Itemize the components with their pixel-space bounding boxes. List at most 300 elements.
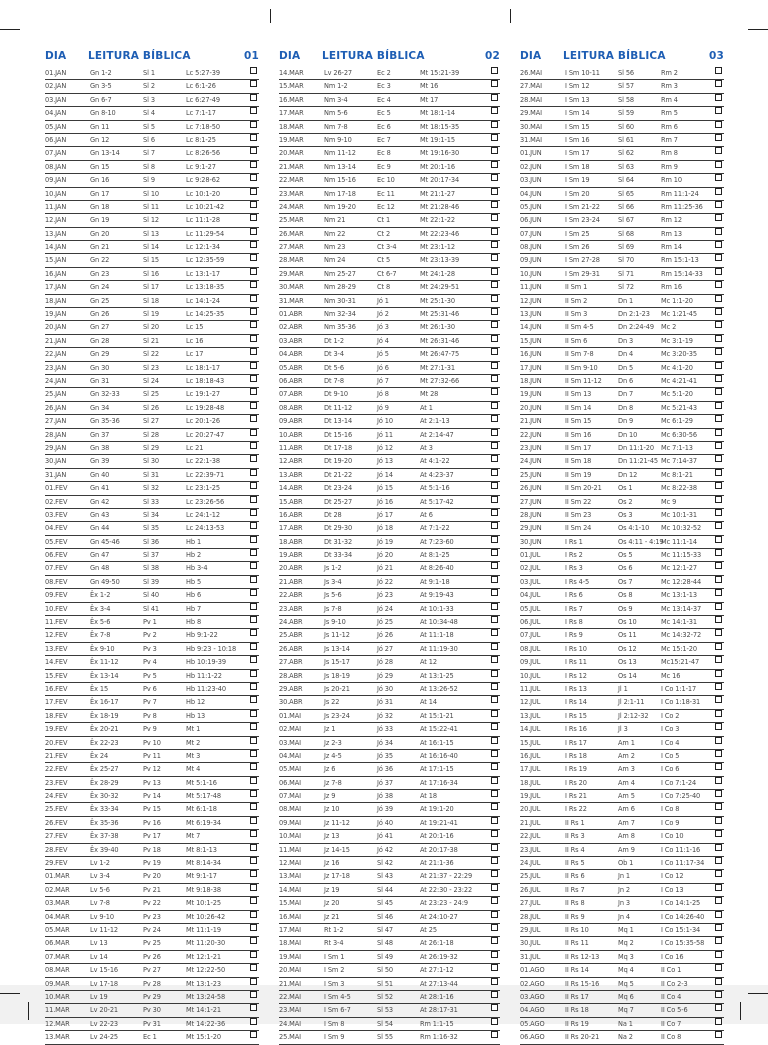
read-checkbox[interactable] xyxy=(250,978,257,985)
reading-row xyxy=(520,509,724,522)
reading-poetry: Pv 3 xyxy=(143,644,157,653)
read-checkbox[interactable] xyxy=(715,643,722,650)
read-checkbox[interactable] xyxy=(715,308,722,315)
read-checkbox[interactable] xyxy=(250,897,257,904)
read-checkbox[interactable] xyxy=(715,763,722,770)
read-checkbox[interactable] xyxy=(250,295,257,302)
read-checkbox[interactable] xyxy=(491,857,498,864)
read-checkbox[interactable] xyxy=(491,522,498,529)
reading-date: 27.ABR xyxy=(279,658,303,667)
read-checkbox[interactable] xyxy=(715,857,722,864)
read-checkbox[interactable] xyxy=(491,576,498,583)
read-checkbox[interactable] xyxy=(491,803,498,810)
read-checkbox[interactable] xyxy=(250,616,257,623)
read-checkbox[interactable] xyxy=(491,496,498,503)
reading-poetry: Os 9 xyxy=(618,604,633,613)
read-checkbox[interactable] xyxy=(491,442,498,449)
read-checkbox[interactable] xyxy=(250,214,257,221)
read-checkbox[interactable] xyxy=(250,362,257,369)
read-checkbox[interactable] xyxy=(250,911,257,918)
read-checkbox[interactable] xyxy=(715,67,722,74)
reading-row xyxy=(279,442,500,455)
read-checkbox[interactable] xyxy=(491,94,498,101)
read-checkbox[interactable] xyxy=(491,870,498,877)
read-checkbox[interactable] xyxy=(250,321,257,328)
read-checkbox[interactable] xyxy=(491,147,498,154)
read-checkbox[interactable] xyxy=(250,522,257,529)
reading-ot: Dt 25-27 xyxy=(324,497,353,506)
reading-nt: I Co 1:1-17 xyxy=(661,684,697,693)
read-checkbox[interactable] xyxy=(250,562,257,569)
reading-ot: II Rs 12-13 xyxy=(565,952,600,961)
reading-nt: Mc 10:32-52 xyxy=(661,524,702,533)
read-checkbox[interactable] xyxy=(715,656,722,663)
read-checkbox[interactable] xyxy=(491,884,498,891)
reading-row xyxy=(279,362,500,375)
reading-date: 18.ABR xyxy=(279,537,303,546)
read-checkbox[interactable] xyxy=(491,549,498,556)
read-checkbox[interactable] xyxy=(491,241,498,248)
read-checkbox[interactable] xyxy=(715,562,722,569)
reading-poetry: Mq 5 xyxy=(618,979,634,988)
reading-ot: I Sm 16 xyxy=(565,135,590,144)
read-checkbox[interactable] xyxy=(715,348,722,355)
read-checkbox[interactable] xyxy=(250,496,257,503)
read-checkbox[interactable] xyxy=(250,790,257,797)
read-checkbox[interactable] xyxy=(715,375,722,382)
read-checkbox[interactable] xyxy=(715,750,722,757)
read-checkbox[interactable] xyxy=(250,241,257,248)
read-checkbox[interactable] xyxy=(715,911,722,918)
read-checkbox[interactable] xyxy=(715,241,722,248)
read-checkbox[interactable] xyxy=(715,951,722,958)
read-checkbox[interactable] xyxy=(715,937,722,944)
read-checkbox[interactable] xyxy=(491,134,498,141)
read-checkbox[interactable] xyxy=(491,388,498,395)
read-checkbox[interactable] xyxy=(715,603,722,610)
read-checkbox[interactable] xyxy=(715,576,722,583)
read-checkbox[interactable] xyxy=(250,589,257,596)
read-checkbox[interactable] xyxy=(250,857,257,864)
reading-ot: II Rs 19 xyxy=(565,1019,589,1028)
read-checkbox[interactable] xyxy=(715,455,722,462)
reading-poetry: Ct 3-4 xyxy=(377,243,397,252)
read-checkbox[interactable] xyxy=(250,549,257,556)
read-checkbox[interactable] xyxy=(715,844,722,851)
read-checkbox[interactable] xyxy=(715,670,722,677)
reading-row xyxy=(45,228,259,241)
read-checkbox[interactable] xyxy=(491,696,498,703)
reading-ot: Jz 13 xyxy=(324,832,340,841)
read-checkbox[interactable] xyxy=(715,281,722,288)
read-checkbox[interactable] xyxy=(715,978,722,985)
read-checkbox[interactable] xyxy=(491,469,498,476)
read-checkbox[interactable] xyxy=(715,870,722,877)
read-checkbox[interactable] xyxy=(250,683,257,690)
read-checkbox[interactable] xyxy=(491,964,498,971)
read-checkbox[interactable] xyxy=(250,67,257,74)
reading-ot: I Sm 17 xyxy=(565,149,590,158)
read-checkbox[interactable] xyxy=(715,629,722,636)
read-checkbox[interactable] xyxy=(491,362,498,369)
reading-poetry: Sl 11 xyxy=(143,202,160,211)
read-checkbox[interactable] xyxy=(250,536,257,543)
read-checkbox[interactable] xyxy=(491,375,498,382)
read-checkbox[interactable] xyxy=(250,1031,257,1038)
read-checkbox[interactable] xyxy=(491,335,498,342)
reading-nt: Mt 10:1-25 xyxy=(186,899,221,908)
read-checkbox[interactable] xyxy=(491,308,498,315)
read-checkbox[interactable] xyxy=(250,870,257,877)
reading-date: 07.MAR xyxy=(45,952,70,961)
reading-ot: II Sm 22 xyxy=(565,497,592,506)
read-checkbox[interactable] xyxy=(250,174,257,181)
read-checkbox[interactable] xyxy=(491,656,498,663)
read-checkbox[interactable] xyxy=(491,80,498,87)
read-checkbox[interactable] xyxy=(491,924,498,931)
reading-date: 26.JUN xyxy=(520,484,542,493)
read-checkbox[interactable] xyxy=(250,509,257,516)
read-checkbox[interactable] xyxy=(491,121,498,128)
read-checkbox[interactable] xyxy=(715,884,722,891)
reading-row xyxy=(520,603,724,616)
reading-nt: I Co 8 xyxy=(661,805,680,814)
read-checkbox[interactable] xyxy=(715,321,722,328)
read-checkbox[interactable] xyxy=(491,415,498,422)
read-checkbox[interactable] xyxy=(250,603,257,610)
read-checkbox[interactable] xyxy=(715,228,722,235)
read-checkbox[interactable] xyxy=(491,295,498,302)
read-checkbox[interactable] xyxy=(715,161,722,168)
reading-poetry: Sl 21 xyxy=(143,336,160,345)
read-checkbox[interactable] xyxy=(715,683,722,690)
read-checkbox[interactable] xyxy=(491,214,498,221)
read-checkbox[interactable] xyxy=(250,817,257,824)
read-checkbox[interactable] xyxy=(250,737,257,744)
reading-date: 23.JAN xyxy=(45,363,67,372)
read-checkbox[interactable] xyxy=(250,121,257,128)
read-checkbox[interactable] xyxy=(491,750,498,757)
reading-date: 17.MAI xyxy=(279,926,302,934)
reading-rows xyxy=(279,67,500,1045)
reading-row xyxy=(45,763,259,776)
reading-row xyxy=(520,978,724,991)
read-checkbox[interactable] xyxy=(715,991,722,998)
read-checkbox[interactable] xyxy=(491,67,498,74)
read-checkbox[interactable] xyxy=(491,562,498,569)
read-checkbox[interactable] xyxy=(715,335,722,342)
reading-nt: Rm 10 xyxy=(661,176,682,185)
reading-date: 01.FEV xyxy=(45,484,68,493)
read-checkbox[interactable] xyxy=(715,214,722,221)
read-checkbox[interactable] xyxy=(491,723,498,730)
read-checkbox[interactable] xyxy=(715,496,722,503)
read-checkbox[interactable] xyxy=(715,589,722,596)
read-checkbox[interactable] xyxy=(250,442,257,449)
read-checkbox[interactable] xyxy=(250,750,257,757)
read-checkbox[interactable] xyxy=(715,897,722,904)
read-checkbox[interactable] xyxy=(250,469,257,476)
read-checkbox[interactable] xyxy=(491,911,498,918)
read-checkbox[interactable] xyxy=(250,951,257,958)
read-checkbox[interactable] xyxy=(250,643,257,650)
read-checkbox[interactable] xyxy=(715,1031,722,1038)
reading-row xyxy=(279,817,500,830)
read-checkbox[interactable] xyxy=(715,616,722,623)
reading-poetry: Sl 66 xyxy=(618,202,635,211)
read-checkbox[interactable] xyxy=(715,362,722,369)
read-checkbox[interactable] xyxy=(250,991,257,998)
read-checkbox[interactable] xyxy=(491,1004,498,1011)
reading-date: 12.JAN xyxy=(45,216,67,225)
read-checkbox[interactable] xyxy=(491,844,498,851)
read-checkbox[interactable] xyxy=(715,402,722,409)
read-checkbox[interactable] xyxy=(491,188,498,195)
read-checkbox[interactable] xyxy=(250,924,257,931)
read-checkbox[interactable] xyxy=(715,429,722,436)
read-checkbox[interactable] xyxy=(250,803,257,810)
read-checkbox[interactable] xyxy=(491,643,498,650)
read-checkbox[interactable] xyxy=(715,790,722,797)
read-checkbox[interactable] xyxy=(715,549,722,556)
read-checkbox[interactable] xyxy=(715,254,722,261)
reading-date: 10.ABR xyxy=(279,430,303,439)
read-checkbox[interactable] xyxy=(250,844,257,851)
read-checkbox[interactable] xyxy=(491,509,498,516)
read-checkbox[interactable] xyxy=(491,629,498,636)
header-leitura: LEITURA BÍBLICA xyxy=(88,50,191,62)
reading-date: 24.MAI xyxy=(279,1019,302,1028)
read-checkbox[interactable] xyxy=(250,80,257,87)
reading-row xyxy=(279,482,500,495)
reading-poetry: Os 6 xyxy=(618,564,633,573)
read-checkbox[interactable] xyxy=(250,228,257,235)
reading-row xyxy=(520,121,724,134)
read-checkbox[interactable] xyxy=(250,201,257,208)
read-checkbox[interactable] xyxy=(250,576,257,583)
read-checkbox[interactable] xyxy=(715,710,722,717)
read-checkbox[interactable] xyxy=(250,964,257,971)
read-checkbox[interactable] xyxy=(250,482,257,489)
read-checkbox[interactable] xyxy=(715,295,722,302)
reading-poetry: Dn 1 xyxy=(618,296,634,305)
read-checkbox[interactable] xyxy=(715,121,722,128)
reading-poetry: Dn 3 xyxy=(618,336,634,345)
read-checkbox[interactable] xyxy=(250,402,257,409)
read-checkbox[interactable] xyxy=(491,978,498,985)
read-checkbox[interactable] xyxy=(491,107,498,114)
read-checkbox[interactable] xyxy=(250,348,257,355)
reading-nt: At 15:1-21 xyxy=(420,711,454,720)
read-checkbox[interactable] xyxy=(491,937,498,944)
read-checkbox[interactable] xyxy=(715,134,722,141)
read-checkbox[interactable] xyxy=(491,281,498,288)
read-checkbox[interactable] xyxy=(715,147,722,154)
read-checkbox[interactable] xyxy=(715,696,722,703)
reading-date: 04.ABR xyxy=(279,350,303,359)
read-checkbox[interactable] xyxy=(250,830,257,837)
read-checkbox[interactable] xyxy=(250,710,257,717)
read-checkbox[interactable] xyxy=(715,268,722,275)
read-checkbox[interactable] xyxy=(715,174,722,181)
read-checkbox[interactable] xyxy=(715,94,722,101)
read-checkbox[interactable] xyxy=(250,268,257,275)
reading-row xyxy=(279,522,500,535)
read-checkbox[interactable] xyxy=(250,281,257,288)
read-checkbox[interactable] xyxy=(715,509,722,516)
read-checkbox[interactable] xyxy=(250,455,257,462)
reading-date: 01.AGO xyxy=(520,966,545,975)
read-checkbox[interactable] xyxy=(491,482,498,489)
read-checkbox[interactable] xyxy=(491,830,498,837)
read-checkbox[interactable] xyxy=(250,375,257,382)
reading-row xyxy=(520,134,724,147)
read-checkbox[interactable] xyxy=(250,1004,257,1011)
read-checkbox[interactable] xyxy=(715,777,722,784)
read-checkbox[interactable] xyxy=(250,884,257,891)
read-checkbox[interactable] xyxy=(491,589,498,596)
read-checkbox[interactable] xyxy=(715,415,722,422)
read-checkbox[interactable] xyxy=(250,188,257,195)
read-checkbox[interactable] xyxy=(491,737,498,744)
read-checkbox[interactable] xyxy=(715,536,722,543)
read-checkbox[interactable] xyxy=(250,629,257,636)
read-checkbox[interactable] xyxy=(250,134,257,141)
reading-nt: At 2:14-47 xyxy=(420,430,454,439)
reading-row xyxy=(45,978,259,991)
read-checkbox[interactable] xyxy=(491,710,498,717)
reading-row xyxy=(45,348,259,361)
reading-poetry: Os 12 xyxy=(618,644,637,653)
read-checkbox[interactable] xyxy=(715,803,722,810)
read-checkbox[interactable] xyxy=(491,817,498,824)
read-checkbox[interactable] xyxy=(491,161,498,168)
read-checkbox[interactable] xyxy=(491,670,498,677)
read-checkbox[interactable] xyxy=(250,308,257,315)
read-checkbox[interactable] xyxy=(715,107,722,114)
read-checkbox[interactable] xyxy=(491,321,498,328)
read-checkbox[interactable] xyxy=(250,254,257,261)
reading-poetry: Jó 12 xyxy=(377,443,393,452)
read-checkbox[interactable] xyxy=(250,656,257,663)
read-checkbox[interactable] xyxy=(715,469,722,476)
read-checkbox[interactable] xyxy=(491,1031,498,1038)
reading-nt: Mc 11:15-33 xyxy=(661,551,702,560)
reading-date: 16.JUN xyxy=(520,350,542,359)
read-checkbox[interactable] xyxy=(250,696,257,703)
read-checkbox[interactable] xyxy=(250,723,257,730)
reading-row xyxy=(520,1004,724,1017)
read-checkbox[interactable] xyxy=(715,188,722,195)
read-checkbox[interactable] xyxy=(491,174,498,181)
reading-row xyxy=(45,455,259,468)
read-checkbox[interactable] xyxy=(491,348,498,355)
reading-ot: Êx 15 xyxy=(90,684,109,693)
reading-nt: I Co 6 xyxy=(661,765,680,774)
read-checkbox[interactable] xyxy=(250,147,257,154)
read-checkbox[interactable] xyxy=(491,683,498,690)
read-checkbox[interactable] xyxy=(715,737,722,744)
read-checkbox[interactable] xyxy=(715,442,722,449)
reading-nt: Mt 19:1-15 xyxy=(420,135,455,144)
read-checkbox[interactable] xyxy=(715,482,722,489)
reading-nt: Mc 8:1-21 xyxy=(661,470,693,479)
read-checkbox[interactable] xyxy=(250,777,257,784)
reading-date: 19.ABR xyxy=(279,551,303,560)
read-checkbox[interactable] xyxy=(491,763,498,770)
read-checkbox[interactable] xyxy=(250,937,257,944)
reading-poetry: Jl 2:12-32 xyxy=(618,711,649,720)
read-checkbox[interactable] xyxy=(715,723,722,730)
read-checkbox[interactable] xyxy=(491,402,498,409)
reading-row xyxy=(279,375,500,388)
read-checkbox[interactable] xyxy=(250,415,257,422)
read-checkbox[interactable] xyxy=(250,388,257,395)
reading-nt: I Co 4 xyxy=(661,738,680,747)
read-checkbox[interactable] xyxy=(715,964,722,971)
read-checkbox[interactable] xyxy=(491,991,498,998)
read-checkbox[interactable] xyxy=(491,429,498,436)
read-checkbox[interactable] xyxy=(491,254,498,261)
reading-poetry: Dn 7 xyxy=(618,390,634,399)
reading-row xyxy=(279,67,500,80)
read-checkbox[interactable] xyxy=(491,536,498,543)
read-checkbox[interactable] xyxy=(250,94,257,101)
read-checkbox[interactable] xyxy=(491,603,498,610)
read-checkbox[interactable] xyxy=(250,429,257,436)
reading-date: 07.ABR xyxy=(279,390,303,399)
reading-date: 19.MAR xyxy=(279,135,304,144)
reading-ot: Rt 3-4 xyxy=(324,939,344,948)
reading-ot: Lv 9-10 xyxy=(90,912,114,921)
reading-date: 01.JAN xyxy=(45,69,67,77)
read-checkbox[interactable] xyxy=(250,161,257,168)
read-checkbox[interactable] xyxy=(715,830,722,837)
read-checkbox[interactable] xyxy=(715,201,722,208)
reading-poetry: Ct 6-7 xyxy=(377,269,397,278)
read-checkbox[interactable] xyxy=(715,924,722,931)
read-checkbox[interactable] xyxy=(491,897,498,904)
read-checkbox[interactable] xyxy=(491,951,498,958)
reading-ot: I Sm 19 xyxy=(565,176,590,185)
read-checkbox[interactable] xyxy=(715,80,722,87)
reading-row xyxy=(45,790,259,803)
reading-ot: I Rs 6 xyxy=(565,591,583,600)
read-checkbox[interactable] xyxy=(715,388,722,395)
read-checkbox[interactable] xyxy=(250,763,257,770)
read-checkbox[interactable] xyxy=(715,1004,722,1011)
read-checkbox[interactable] xyxy=(491,268,498,275)
read-checkbox[interactable] xyxy=(715,522,722,529)
read-checkbox[interactable] xyxy=(491,201,498,208)
read-checkbox[interactable] xyxy=(491,228,498,235)
read-checkbox[interactable] xyxy=(491,790,498,797)
reading-nt: Lc 13:1-17 xyxy=(186,269,220,278)
read-checkbox[interactable] xyxy=(250,670,257,677)
read-checkbox[interactable] xyxy=(491,777,498,784)
read-checkbox[interactable] xyxy=(250,107,257,114)
reading-poetry: Sl 40 xyxy=(143,591,160,600)
read-checkbox[interactable] xyxy=(250,335,257,342)
read-checkbox[interactable] xyxy=(715,817,722,824)
reading-nt: I Co 2 xyxy=(661,711,680,720)
read-checkbox[interactable] xyxy=(491,455,498,462)
reading-nt: Rm 1:16-32 xyxy=(420,1033,458,1042)
reading-date: 12.MAI xyxy=(279,859,302,868)
read-checkbox[interactable] xyxy=(491,616,498,623)
reading-date: 27.MAI xyxy=(520,82,543,91)
reading-ot: Js 22 xyxy=(324,698,340,707)
